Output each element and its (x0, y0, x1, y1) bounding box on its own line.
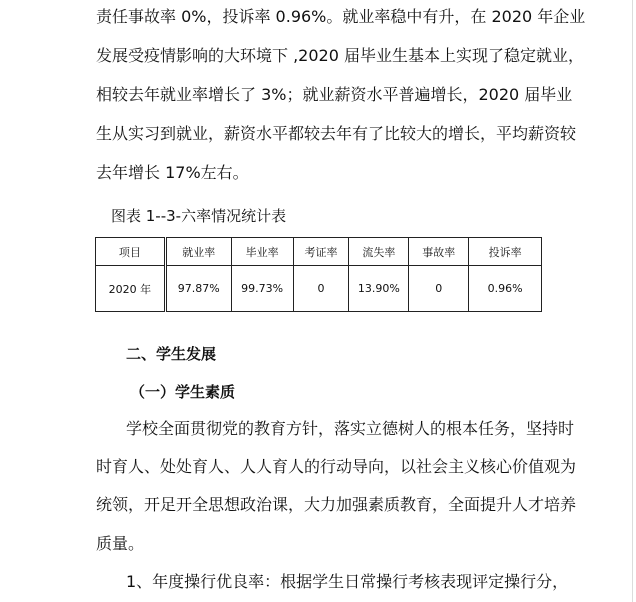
intro-line-5: 去年增长 17%左右。 (96, 163, 249, 182)
table-cell-accident-rate: 0 (409, 266, 469, 312)
intro-line-3: 相较去年就业率增长了 3%；就业薪资水平普遍增长，2020 届毕业 (96, 85, 573, 104)
table-cell-complaint-rate: 0.96% (469, 266, 542, 312)
table-cell-graduation-rate: 99.73% (231, 266, 293, 312)
intro-line-1: 责任事故率 0%，投诉率 0.96%。就业率稳中有升，在 2020 年企业 (96, 7, 586, 26)
table-cell-year: 2020 年 (96, 266, 166, 312)
intro-line-2: 发展受疫情影响的大环境下 ,2020 届毕业生基本上实现了稳定就业， (96, 46, 584, 65)
header-cell-accident-rate: 事故率 (409, 238, 469, 266)
body-line-5: 1、年度操行优良率：根据学生日常操行考核表现评定操行分， (126, 572, 569, 591)
table-cell-certification-rate: 0 (293, 266, 349, 312)
header-cell-complaint-rate: 投诉率 (469, 238, 542, 266)
body-line-2: 时育人、处处育人、人人育人的行动导向，以社会主义核心价值观为 (96, 457, 577, 476)
body-line-3: 统领，开足开全思想政治课，大力加强素质教育，全面提升人才培养 (96, 495, 577, 514)
table-row (96, 266, 542, 312)
table-cell-attrition-rate: 13.90% (349, 266, 409, 312)
page-edge-divider (632, 0, 633, 602)
intro-line-4: 生从实习到就业，薪资水平都较去年有了比较大的增长，平均薪资较 (96, 124, 577, 143)
table-header-row (96, 238, 542, 266)
header-cell-employment-rate: 就业率 (165, 238, 231, 266)
header-cell-attrition-rate: 流失率 (349, 238, 409, 266)
header-cell-certification-rate: 考证率 (293, 238, 349, 266)
table-cell-employment-rate: 97.87% (165, 266, 231, 312)
body-line-1: 学校全面贯彻党的教育方针，落实立德树人的根本任务，坚持时 (126, 419, 575, 438)
header-cell-item: 项目 (96, 238, 166, 266)
table-caption: 图表 1--3-六率情况统计表 (111, 207, 287, 225)
header-cell-graduation-rate: 毕业率 (231, 238, 293, 266)
subsection-heading: （一）学生素质 (130, 383, 236, 401)
body-line-4: 质量。 (96, 534, 145, 553)
six-rates-table (95, 237, 542, 312)
section-heading: 二、学生发展 (126, 345, 217, 363)
